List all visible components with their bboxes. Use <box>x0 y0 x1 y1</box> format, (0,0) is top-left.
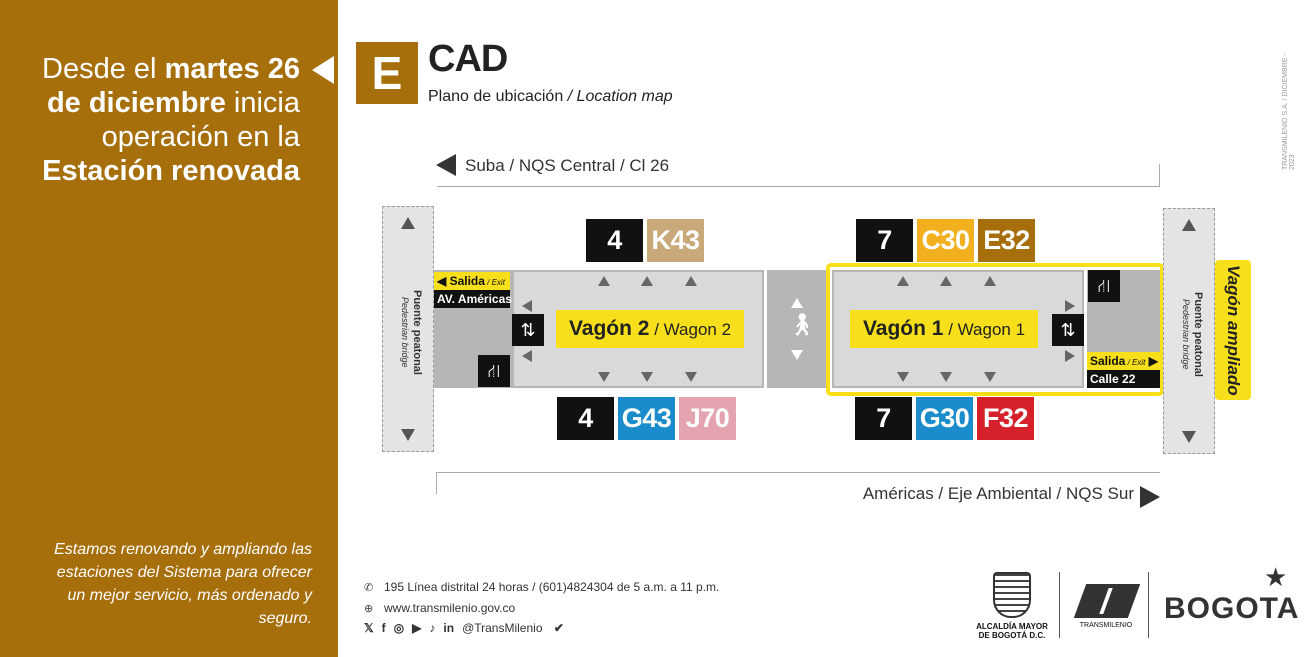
accessible-ramp-icon: ⇅ <box>512 314 544 346</box>
arrow-up-icon <box>598 276 610 286</box>
route-badge: G30 <box>916 397 973 440</box>
divider <box>1059 572 1060 638</box>
bridge-label-en: Pedestrian bridge <box>400 296 410 368</box>
exit-street: AV. Américas <box>434 290 510 308</box>
contact-phone <box>364 580 719 594</box>
exit-label: Salida / Exit ▶ <box>1087 352 1163 370</box>
arrow-up-icon <box>641 276 653 286</box>
arrow-down-icon <box>685 372 697 382</box>
arrow-down-icon <box>1182 431 1196 443</box>
phone-text: 195 Línea distrital 24 horas / (601)4824304 de 5 a.m. a 11 p.m. <box>384 580 720 594</box>
arrow-right-icon <box>1140 486 1160 508</box>
arrow-down-icon <box>598 372 610 382</box>
bridge-label-es: Puente peatonal <box>1192 291 1204 377</box>
bridge-label <box>1176 259 1204 409</box>
arrow-up-icon <box>401 217 415 229</box>
route-badge: F32 <box>977 397 1034 440</box>
bogota-logo: BOGOTA <box>1164 592 1300 625</box>
tiktok-icon[interactable]: ♪ <box>429 621 436 635</box>
headline-date: martes 26 <box>164 53 300 85</box>
transmilenio-logo <box>1074 580 1138 636</box>
headline-month: de diciembre <box>46 87 226 119</box>
globe-icon: ⊕ <box>364 603 374 615</box>
turnstile-icon: ⛙ <box>1088 270 1120 302</box>
wagon-2-label: Vagón 2 / Wagon 2 <box>556 310 744 348</box>
exit-street: Calle 22 <box>1087 370 1163 388</box>
arrow-up-icon <box>1182 219 1196 231</box>
left-panel <box>0 0 338 657</box>
arrow-left-icon <box>522 300 532 312</box>
arrow-up-icon <box>685 276 697 286</box>
transmilenio-text: TRANSMILENIO <box>1079 622 1133 629</box>
headline-text: inicia <box>225 87 300 119</box>
route-badge: C30 <box>917 219 974 262</box>
arrow-down-icon <box>401 429 415 441</box>
social-handle[interactable]: @TransMilenio <box>462 621 543 635</box>
direction-bottom-label: Américas / Eje Ambiental / NQS Sur <box>862 484 1134 503</box>
exit-label: ◀ Salida / Exit <box>434 272 510 290</box>
facebook-icon[interactable]: f <box>381 621 386 635</box>
subtitle-en: / Location map <box>563 88 673 105</box>
direction-bottom <box>863 484 1160 504</box>
route-badge: 7 <box>855 397 912 440</box>
contact-web[interactable] <box>364 601 515 615</box>
subtitle-es: Plano de ubicación <box>428 88 564 105</box>
pointer-arrow-icon <box>312 56 334 84</box>
arrow-down-icon <box>791 350 803 360</box>
x-icon[interactable]: 𝕏 <box>364 621 374 635</box>
expanded-wagon-label: Vagón ampliado <box>1224 264 1243 396</box>
headline-station: Estación renovada <box>42 155 300 187</box>
route-badge: K43 <box>647 219 704 262</box>
headline-text: operación en la <box>101 121 300 153</box>
station-subtitle <box>428 88 673 106</box>
route-badge: 4 <box>557 397 614 440</box>
bridge-label-es: Puente peatonal <box>411 289 423 375</box>
divider <box>1148 572 1149 638</box>
route-badge: 4 <box>586 219 643 262</box>
pedestrian-bridge-right <box>1163 208 1215 454</box>
station-letter-badge: E <box>356 42 418 104</box>
route-badge: E32 <box>978 219 1035 262</box>
star-icon: ★ <box>1264 562 1288 592</box>
expanded-wagon-tag <box>1215 260 1251 400</box>
headline-text: Desde el <box>42 53 165 85</box>
pedestrian-icon: 🚶︎ <box>788 312 816 337</box>
credit-text: TRANSMILENIO S.A. / DICIEMBRE - 2023 <box>1282 53 1296 170</box>
youtube-icon[interactable]: ▶ <box>412 621 422 635</box>
expanded-wagon-frame <box>826 263 1164 396</box>
wagon-1-label: Vagón 1 / Wagon 1 <box>850 310 1038 348</box>
linkedin-icon[interactable]: in <box>443 621 455 635</box>
route-badge: J70 <box>679 397 736 440</box>
pedestrian-bridge-left <box>382 206 434 452</box>
exit-sign-left <box>434 272 510 308</box>
instagram-icon[interactable]: ◎ <box>393 621 405 635</box>
phone-icon: ✆ <box>364 582 374 594</box>
arrow-up-icon <box>791 298 803 308</box>
turnstile-icon: ⛙ <box>478 355 510 387</box>
direction-top-label: Suba / NQS Central / Cl 26 <box>465 156 670 175</box>
route-badge: G43 <box>618 397 675 440</box>
arrow-down-icon <box>641 372 653 382</box>
headline <box>20 52 300 188</box>
social-row <box>364 621 572 635</box>
footer-note: Estamos renovando y ampliando las estaciones del Sistema para ofrecer un mejor servicio, más ordenado y seguro. <box>54 541 312 627</box>
coat-of-arms-icon <box>993 572 1031 618</box>
direction-line <box>436 472 437 494</box>
web-link[interactable]: www.transmilenio.gov.co <box>384 601 516 615</box>
verified-icon: ✔ <box>553 621 564 635</box>
alcaldia-logo <box>976 570 1048 640</box>
arrow-left-icon <box>522 350 532 362</box>
bridge-label-en: Pedestrian bridge <box>1181 298 1191 370</box>
direction-line <box>1159 164 1160 187</box>
alcaldia-text: ALCALDÍA MAYOR DE BOGOTÁ D.C. <box>976 622 1048 640</box>
direction-line <box>437 186 1160 187</box>
accessible-ramp-icon: ⇅ <box>1052 314 1084 346</box>
arrow-left-icon <box>436 154 456 176</box>
station-name: CAD <box>428 38 508 80</box>
direction-line <box>437 472 1160 473</box>
bridge-label <box>395 257 423 407</box>
route-badge: 7 <box>856 219 913 262</box>
transmilenio-mark-icon <box>1074 584 1140 618</box>
